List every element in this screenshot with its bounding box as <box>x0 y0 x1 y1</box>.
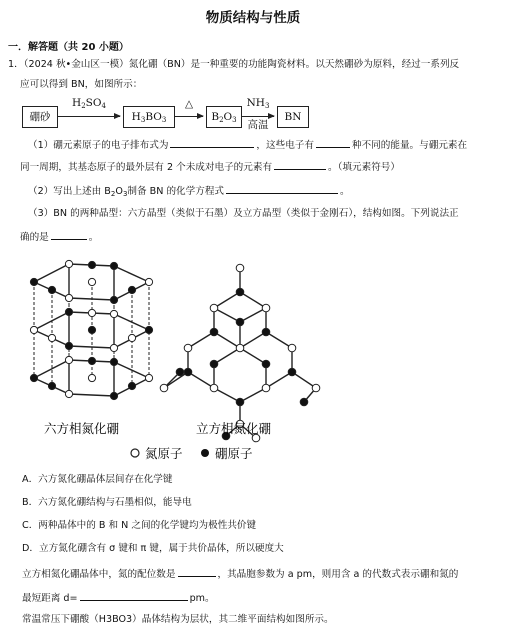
answer-blank-equation[interactable] <box>226 183 338 194</box>
page-title: 物质结构与性质 <box>205 10 301 26</box>
legend-nitrogen-label: 氮原子 <box>145 446 183 461</box>
legend-boron-label: 硼原子 <box>215 446 253 461</box>
part-4-text-a: 立方相氮化硼晶体中，氮的配位数是 <box>22 569 176 580</box>
flow-node-borax: 硼砂 <box>22 106 58 128</box>
part-4-text-b: ，其晶胞参数为 a pm，则用含 a 的代数式表示硼和氮的 <box>217 569 459 580</box>
question-source: （2024 秋•金山区一模） <box>23 59 129 70</box>
question-stem-1: 氮化硼（BN）是一种重要的功能陶瓷材料。以天然硼砂为原料，经过一系列反 <box>128 59 460 70</box>
part-3-text-c: 。 <box>88 232 99 243</box>
hexagonal-caption: 六方相氮化硼 <box>44 421 120 436</box>
answer-blank-choice[interactable] <box>51 229 87 240</box>
part-4-line-2 <box>22 590 215 605</box>
part-4-line-1 <box>22 566 458 581</box>
answer-blank-energy-count[interactable] <box>316 137 350 148</box>
question-stem-2: 应可以得到 BN，如图所示： <box>20 79 143 90</box>
part-1-line-2 <box>20 159 400 174</box>
part-3-text-b: 确的是 <box>20 232 49 243</box>
option-a: A．六方氮化硼晶体层间存在化学键 <box>22 474 173 485</box>
part-4-text-d: pm。 <box>189 593 215 604</box>
part-2-text-a: （2）写出上述由 B <box>28 186 111 197</box>
question-line-1 <box>8 58 459 71</box>
synthesis-flow <box>22 97 312 136</box>
part-1-text-d: 同一周期，其基态原子的最外层有 2 个未成对电子的元素有 <box>20 162 273 173</box>
answer-blank-distance[interactable] <box>80 590 188 601</box>
question-number: 1． <box>8 59 24 70</box>
part-1-line-1 <box>28 137 467 152</box>
flow-node-b2o3: $B_2O_3$ <box>206 106 242 128</box>
cubic-caption: 立方相氮化硼 <box>196 421 272 436</box>
legend-boron-marker <box>201 449 209 457</box>
option-d: D．立方氮化硼含有 σ 键和 π 键，属于共价晶体，所以硬度大 <box>22 543 284 554</box>
part-3-line-1: （3）BN 的两种晶型：六方晶型（类似于石墨）及立方晶型（类似于金刚石），结构如图。下列说法正 <box>28 208 459 219</box>
part-1-text-a: （1）硼元素原子的电子排布式为 <box>28 140 169 151</box>
part-1-text-c: 种不同的能量。与硼元素在 <box>351 140 468 151</box>
flow-reagent-nh3: $NH_3$ <box>246 97 270 110</box>
option-b: B．六方氮化硼结构与石墨相似，能导电 <box>22 497 192 508</box>
flow-arrow-1 <box>58 116 120 117</box>
bn-crystal-figure <box>14 252 334 464</box>
hexagonal-atoms <box>30 260 152 399</box>
part-4-text-c: 最短距离 d= <box>22 593 78 604</box>
part-5-line: 常温常压下硼酸（H3BO3）晶体结构为层状，其二维平面结构如图所示。 <box>22 614 334 625</box>
part-1-text-e: 。（填元素符号） <box>328 162 400 173</box>
flow-node-h3bo3: $H_3BO_3$ <box>123 106 175 128</box>
flow-node-bn: BN <box>277 106 309 128</box>
legend-nitrogen-marker <box>131 449 139 457</box>
flow-arrow-2 <box>175 116 203 117</box>
answer-blank-electron-config[interactable] <box>170 137 254 148</box>
part-2-text-d: 。 <box>340 186 350 197</box>
option-c: C．两种晶体中的 B 和 N 之间的化学键均为极性共价键 <box>22 520 257 531</box>
part-1-text-b: ，这些电子有 <box>256 140 314 151</box>
flow-reagent-h2so4: $H_2SO_4$ <box>72 97 106 110</box>
part-2-line: （2）写出上述由 $B_2O_3$制备 BN 的化学方程式 。 <box>28 183 350 198</box>
answer-blank-coordination[interactable] <box>178 566 216 577</box>
flow-heat-symbol: △ <box>184 98 194 110</box>
part-2-text-b: O <box>115 186 123 197</box>
part-2-text-c: 制备 BN 的化学方程式 <box>127 186 225 197</box>
section-heading: 一．解答题（共 20 小题） <box>8 42 129 53</box>
answer-blank-elements[interactable] <box>274 159 326 170</box>
part-3-line-2 <box>20 229 98 244</box>
flow-condition-high-temp: 高温 <box>247 119 269 131</box>
